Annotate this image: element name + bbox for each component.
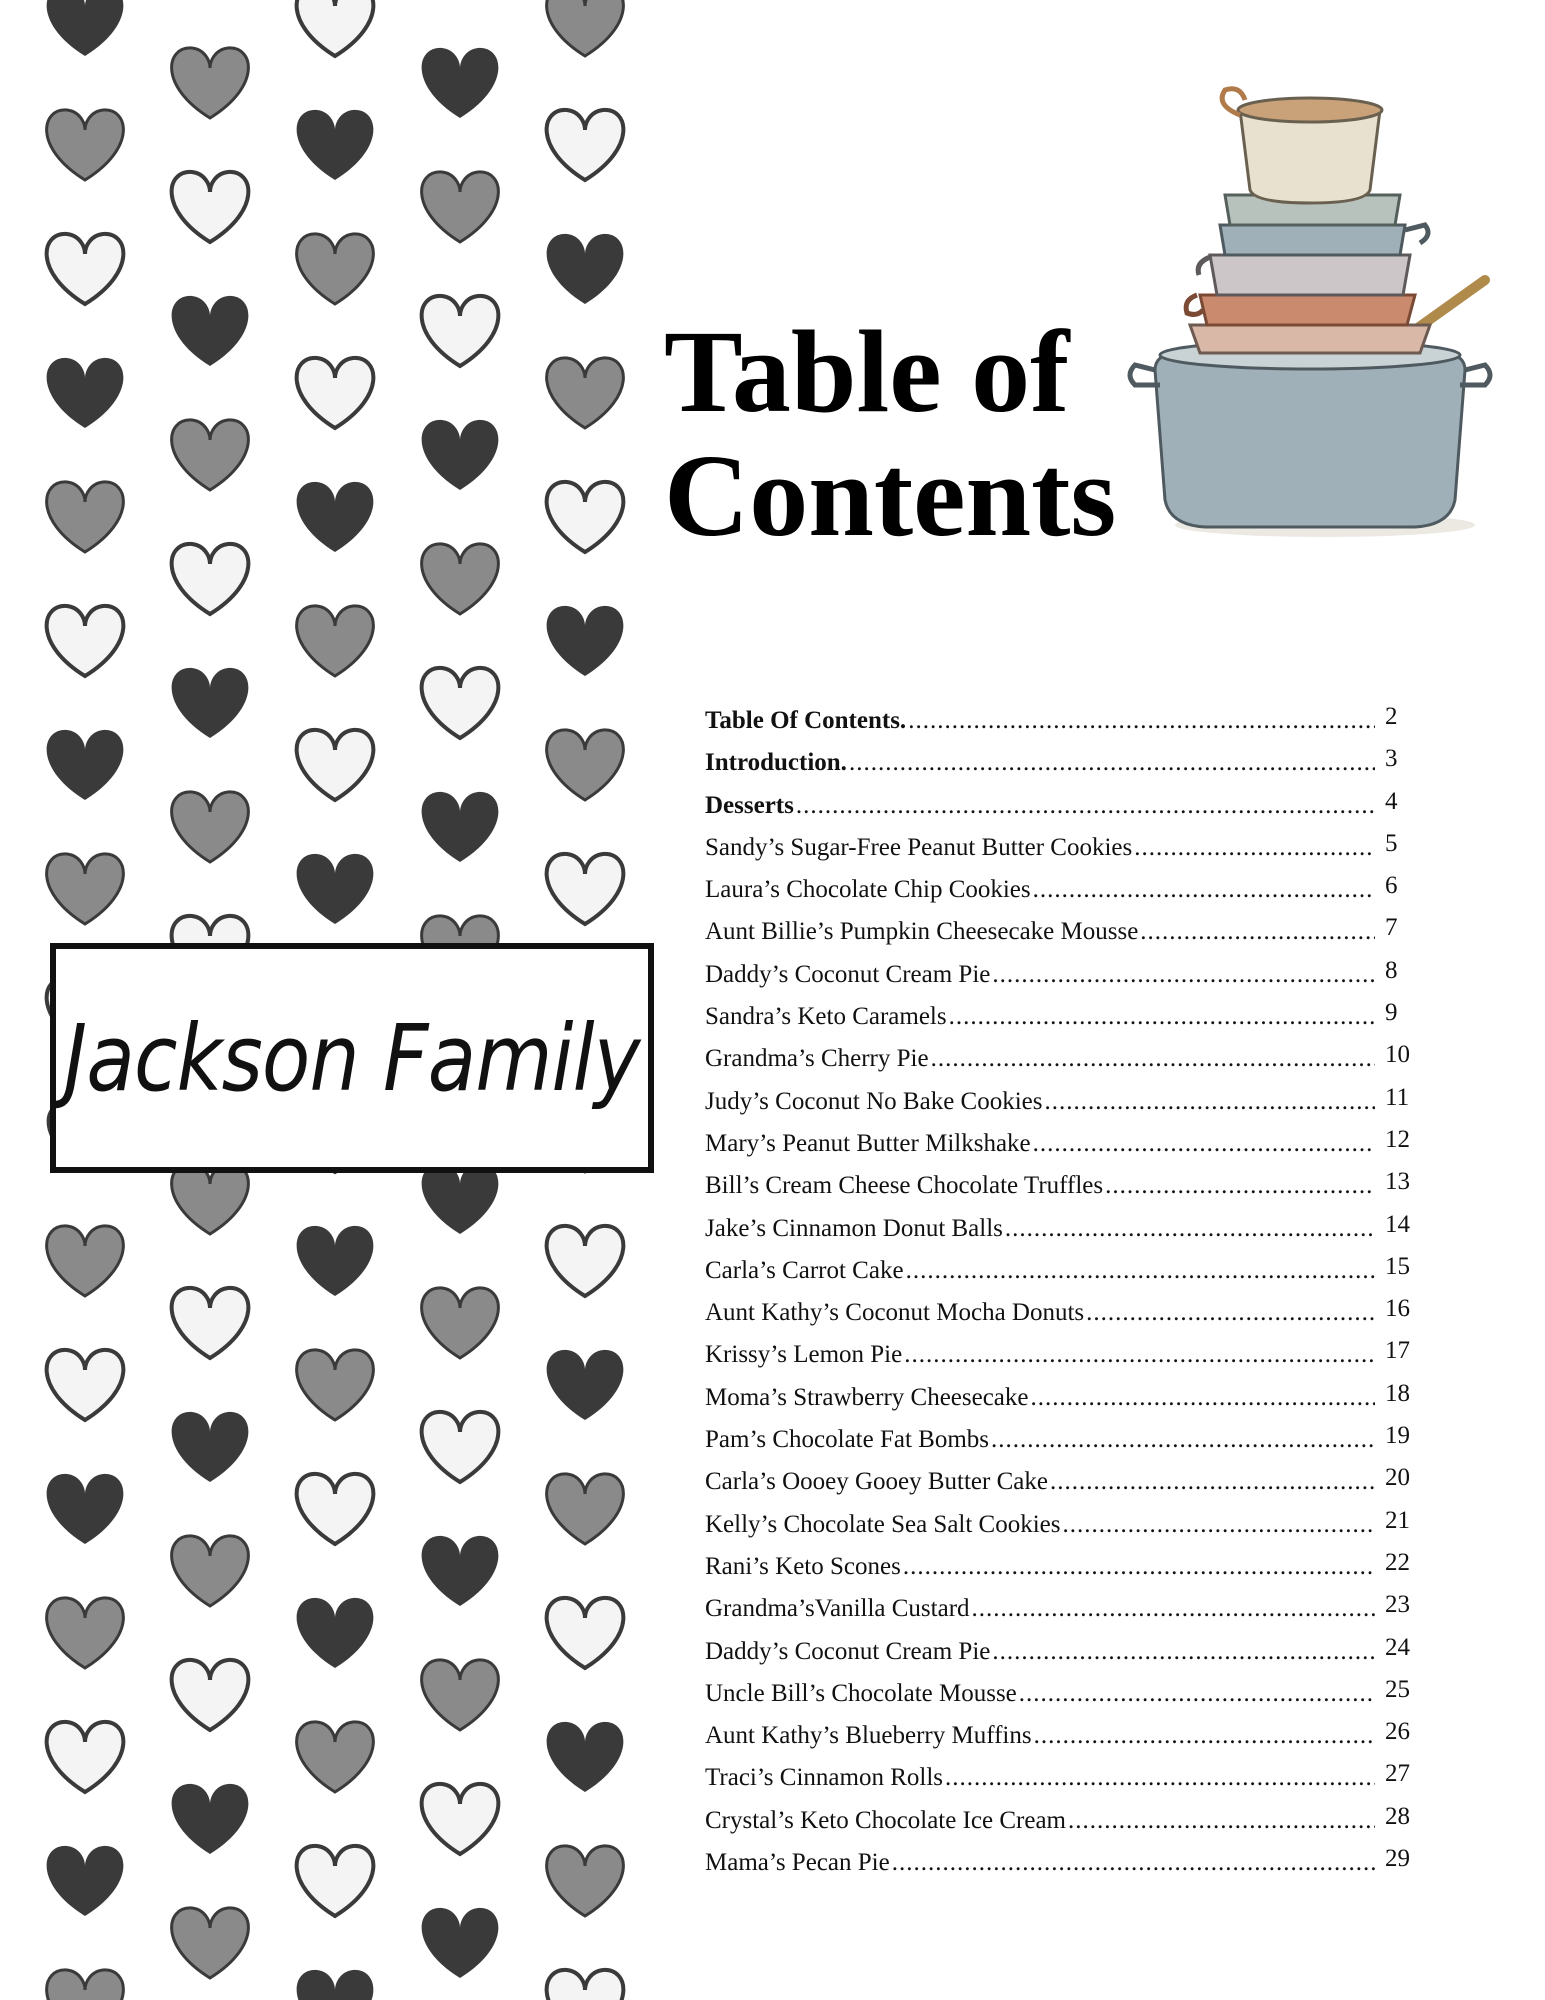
heart-icon [172,1660,249,1730]
toc-entry-page: 19 [1385,1422,1410,1450]
toc-entry[interactable] [705,1038,1425,1080]
toc-entry-page: 6 [1385,872,1398,900]
toc-entry[interactable] [705,1842,1425,1884]
heart-icon [547,1722,624,1792]
toc-entry-page: 12 [1385,1125,1410,1153]
heart-icon [422,792,499,862]
toc-leader-dots [904,1334,1375,1376]
heart-icon [422,544,499,614]
toc-entry-title: Mary’s Peanut Butter Milkshake [705,1129,1031,1157]
heart-icon [47,1846,124,1916]
toc-entry[interactable] [705,785,1425,827]
toc-entry-title: Moma’s Strawberry Cheesecake [705,1383,1029,1411]
heart-icon [47,110,124,180]
toc-entry-page: 20 [1385,1464,1410,1492]
heart-icon [547,1846,624,1916]
heart-icon [172,296,249,366]
stacked-pots-icon [1115,85,1495,565]
heart-icon [547,606,624,676]
heart-icon [47,1598,124,1668]
toc-entry-page: 2 [1385,703,1398,730]
heart-icon [47,1474,124,1544]
toc-entry-page: 17 [1385,1337,1410,1365]
toc-entry-title: Introduction. [705,749,847,777]
heart-icon [47,854,124,924]
heart-icon [422,1288,499,1358]
heart-icon [47,1350,124,1420]
heart-icon [422,48,499,118]
heart-icon [47,358,124,428]
toc-leader-dots [992,1631,1375,1673]
heart-icon [297,606,374,676]
heart-icon [297,482,374,552]
heart-icon [422,1908,499,1978]
heart-icon [172,544,249,614]
heart-icon [547,0,624,56]
toc-entry-title: Kelly’s Chocolate Sea Salt Cookies [705,1510,1061,1538]
toc-entry-title: Crystal’s Keto Chocolate Ice Cream [705,1806,1066,1834]
heart-icon [547,1474,624,1544]
toc-entry[interactable] [705,1250,1425,1292]
heart-icon [172,172,249,242]
toc-entry[interactable] [705,911,1425,953]
heart-icon [297,1226,374,1296]
toc-leader-dots [1019,1673,1375,1715]
toc-leader-dots [991,1419,1375,1461]
heart-icon [172,1412,249,1482]
toc-entry[interactable] [705,1208,1425,1250]
heart-icon [422,668,499,738]
toc-entry-page: 4 [1385,787,1398,815]
toc-leader-dots [903,1546,1375,1588]
toc-leader-dots [945,1757,1375,1799]
heart-icon [297,1846,374,1916]
toc-entry[interactable] [705,1377,1425,1419]
toc-leader-dots [1134,827,1375,869]
toc-leader-dots [1005,1208,1375,1250]
heart-icon [297,854,374,924]
toc-entry-page: 25 [1385,1675,1410,1703]
toc-entry-page: 21 [1385,1506,1410,1534]
toc-entry-title: Grandma’sVanilla Custard [705,1595,970,1623]
heart-icon [547,1970,624,2000]
heart-icon [297,1722,374,1792]
heart-icon [172,792,249,862]
heart-icon [547,234,624,304]
heart-icon [297,110,374,180]
toc-entry-title: Judy’s Coconut No Bake Cookies [705,1087,1043,1115]
toc-entry[interactable] [705,1546,1425,1588]
toc-entry-title: Mama’s Pecan Pie [705,1849,890,1877]
toc-entry-page: 14 [1385,1210,1410,1238]
toc-leader-dots [1033,1123,1375,1165]
heart-icon [172,420,249,490]
toc-entry[interactable] [705,1123,1425,1165]
toc-entry[interactable] [705,827,1425,869]
heart-icon [422,296,499,366]
heart-icon [47,0,124,56]
family-name: Jackson Family [64,1004,640,1112]
heart-icon [172,48,249,118]
toc-entry-page: 18 [1385,1379,1410,1407]
toc-leader-dots [972,1588,1375,1630]
toc-leader-dots [1068,1800,1375,1842]
toc-leader-dots [1105,1165,1375,1207]
toc-entry-title: Rani’s Keto Scones [705,1552,901,1580]
toc-entry-page: 23 [1385,1591,1410,1619]
toc-leader-dots [1140,911,1375,953]
heart-icon [547,1226,624,1296]
toc-entry-page: 11 [1385,1083,1410,1111]
toc-entry-page: 24 [1385,1633,1410,1661]
heart-icon [297,0,374,56]
toc-entry-page: 13 [1385,1168,1410,1196]
page-title-line1: Table of [664,306,1070,437]
toc-entry[interactable] [705,1588,1425,1630]
toc-leader-dots [1050,1461,1375,1503]
toc-entry[interactable] [705,954,1425,996]
heart-icon [547,358,624,428]
heart-icon [47,1226,124,1296]
heart-icon [297,730,374,800]
heart-icon [47,234,124,304]
toc-entry-title: Daddy’s Coconut Cream Pie [705,960,991,988]
toc-entry[interactable] [705,1334,1425,1376]
heart-icon [172,1908,249,1978]
toc-entry[interactable] [705,1715,1425,1757]
toc-entry-page: 22 [1385,1548,1410,1576]
toc-entry-page: 3 [1385,745,1398,773]
toc-leader-dots [1034,1715,1375,1757]
toc-entry-page: 5 [1385,829,1398,857]
toc-entry[interactable] [705,1631,1425,1673]
heart-icon [547,1350,624,1420]
heart-icon [297,1970,374,2000]
heart-icon [547,730,624,800]
toc-leader-dots [1045,1081,1376,1123]
heart-icon [172,668,249,738]
heart-icon [172,1164,249,1234]
heart-icon [422,1660,499,1730]
toc-entry-title: Carla’s Oooey Gooey Butter Cake [705,1468,1048,1496]
heart-icon [47,1722,124,1792]
heart-icon [47,730,124,800]
heart-icon [422,172,499,242]
toc-entry-title: Laura’s Chocolate Chip Cookies [705,876,1031,904]
toc-entry-title: Desserts [705,791,794,819]
toc-entry[interactable] [705,700,1425,742]
heart-icon [297,1350,374,1420]
toc-entry-title: Aunt Kathy’s Coconut Mocha Donuts [705,1299,1085,1327]
toc-leader-dots [849,742,1375,784]
toc-entry[interactable] [705,996,1425,1038]
heart-icon [172,1784,249,1854]
toc-leader-dots [906,1250,1375,1292]
heart-icon [172,1536,249,1606]
toc-entry[interactable] [705,742,1425,784]
toc-leader-dots [949,996,1375,1038]
toc-leader-dots [992,954,1375,996]
toc-leader-dots [908,700,1375,742]
heart-icon [172,1288,249,1358]
toc-entry[interactable] [705,1165,1425,1207]
toc-list [705,700,1425,1884]
heart-icon [297,1474,374,1544]
toc-leader-dots [1086,1292,1375,1334]
toc-entry-title: Traci’s Cinnamon Rolls [705,1764,943,1792]
toc-entry-page: 29 [1385,1845,1410,1873]
toc-entry[interactable] [705,1673,1425,1715]
heart-icon [297,234,374,304]
toc-entry[interactable] [705,1081,1425,1123]
heart-icon [547,854,624,924]
heart-icon [547,482,624,552]
heart-icon [47,1970,124,2000]
toc-entry[interactable] [705,1292,1425,1334]
toc-leader-dots [1031,1377,1376,1419]
family-name-box [50,943,654,1173]
heart-icon [547,110,624,180]
toc-entry[interactable] [705,1419,1425,1461]
toc-entry-page: 15 [1385,1252,1410,1280]
heart-icon [547,1598,624,1668]
page-title [664,306,1117,561]
heart-icon [297,1598,374,1668]
heart-icon [47,606,124,676]
toc-entry[interactable] [705,869,1425,911]
toc-entry-title: Aunt Kathy’s Blueberry Muffins [705,1722,1032,1750]
toc-leader-dots [1063,1504,1375,1546]
toc-entry-page: 16 [1385,1295,1410,1323]
toc-entry-title: Grandma’s Cherry Pie [705,1045,929,1073]
heart-icon [422,420,499,490]
toc-entry-title: Sandy’s Sugar-Free Peanut Butter Cookies [705,833,1133,861]
toc-entry-page: 28 [1385,1802,1410,1830]
toc-entry-title: Carla’s Carrot Cake [705,1256,904,1284]
toc-entry-page: 9 [1385,999,1398,1027]
toc-entry-title: Bill’s Cream Cheese Chocolate Truffles [705,1172,1104,1200]
toc-entry-page: 8 [1385,956,1398,984]
toc-leader-dots [892,1842,1375,1884]
heart-icon [297,358,374,428]
toc-entry-title: Aunt Billie’s Pumpkin Cheesecake Mousse [705,918,1139,946]
heart-icon [422,1412,499,1482]
toc-entry-title: Jake’s Cinnamon Donut Balls [705,1214,1003,1242]
toc-entry[interactable] [705,1757,1425,1799]
toc-entry[interactable] [705,1504,1425,1546]
heart-icon [47,482,124,552]
toc-entry-page: 26 [1385,1718,1410,1746]
heart-icon [422,1536,499,1606]
toc-leader-dots [796,785,1375,827]
toc-entry-title: Table Of Contents. [705,707,907,734]
toc-entry-title: Krissy’s Lemon Pie [705,1341,903,1369]
toc-leader-dots [931,1038,1375,1080]
toc-entry-title: Pam’s Chocolate Fat Bombs [705,1426,990,1454]
toc-leader-dots [1033,869,1375,911]
toc-entry-title: Uncle Bill’s Chocolate Mousse [705,1679,1017,1707]
heart-icon [422,1784,499,1854]
toc-entry[interactable] [705,1800,1425,1842]
toc-entry-page: 10 [1385,1041,1410,1069]
toc-entry-title: Daddy’s Coconut Cream Pie [705,1637,991,1665]
toc-entry[interactable] [705,1461,1425,1503]
toc-entry-page: 7 [1385,914,1398,942]
toc-entry-title: Sandra’s Keto Caramels [705,1003,947,1031]
page-title-line2: Contents [664,430,1117,561]
toc-entry-page: 27 [1385,1760,1410,1788]
heart-icon [422,1164,499,1234]
